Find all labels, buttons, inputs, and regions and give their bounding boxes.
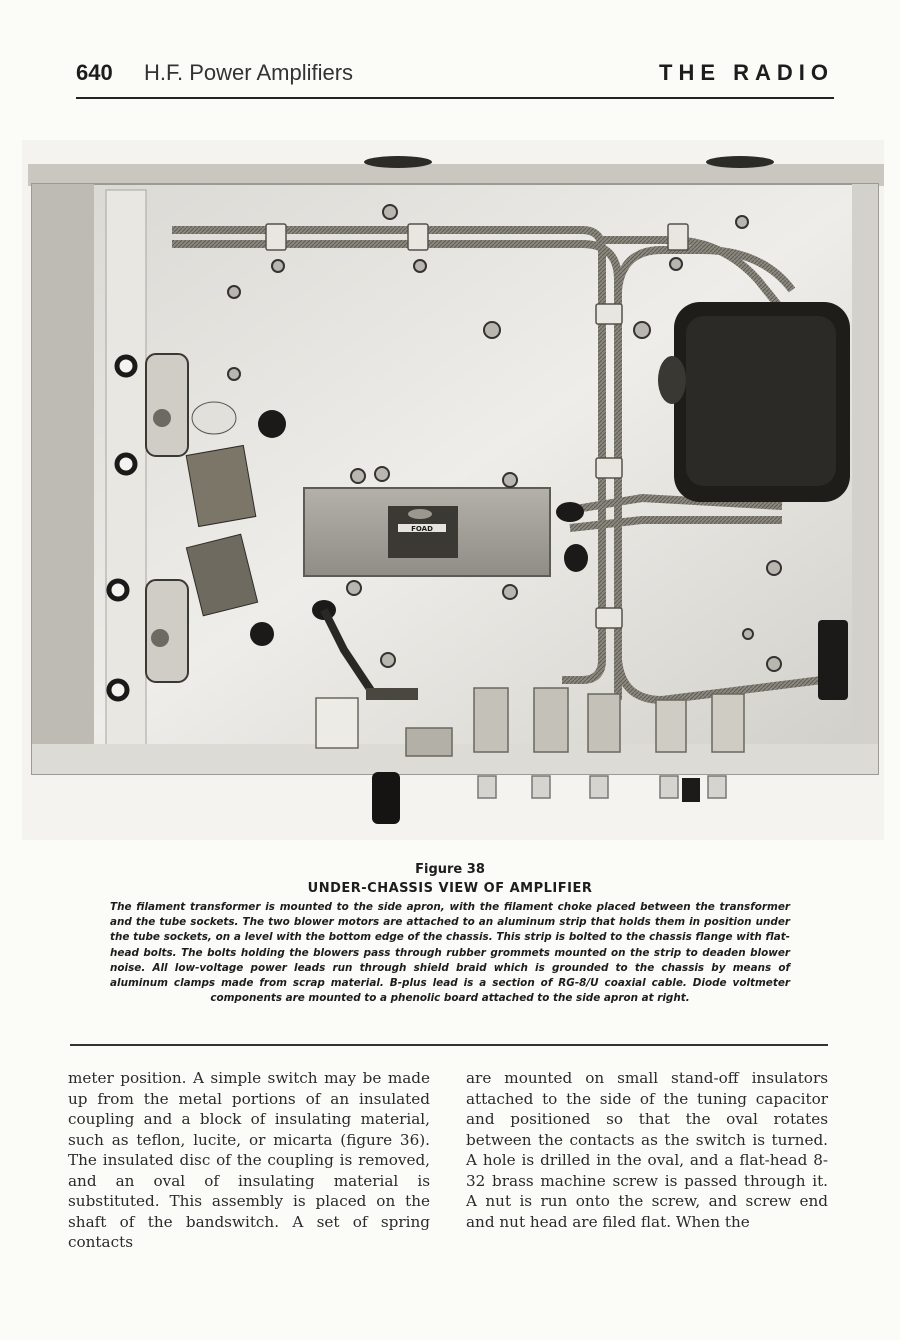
running-title: THE RADIO (659, 60, 834, 85)
coax-connector (372, 772, 400, 824)
page-number: 640 (76, 60, 113, 85)
black-connector (682, 778, 700, 802)
figure-number: Figure 38 (415, 862, 485, 877)
body-text-left-column: meter position. A simple switch may be made up from the metal portions of an insulated coupling and a block of insulating material, such as teflon, lucite, or micarta (figure 36). The insulated disc of the coupling is removed, and an oval of insulating material is substituted. This assembly is placed on the shaft of the bandswitch. A set of spring contacts (68, 1069, 430, 1251)
chassis-bottom-edge (32, 744, 878, 774)
figure-caption (110, 862, 790, 1006)
body-text-right-column: are mounted on small stand-off insulators attached to the side of the tuning capacitor and positioned so that the oval rotates between the contacts as the switch is turned. A hole is drilled in the oval, and a flat-head 8-32 brass machine screw is passed through it. A nut is run onto the screw, and screw end and nut head are filed flat. When the (466, 1069, 828, 1231)
figure-title: UNDER-CHASSIS VIEW OF AMPLIFIER (307, 881, 593, 896)
under-chassis-photo (22, 140, 884, 840)
figure-description: The filament transformer is mounted to the side apron, with the filament choke placed between the transformer and the tube sockets. The two blower motors are attached to an aluminum strip that holds them in position under the tube sockets, on a level with the bottom edge of the chassis. This strip is bolted to the chassis flange with flat-head bolts. The bolts holding the blowers pass through rubber grommets mounted on the strip to deaden blower noise. All low-voltage power leads run through shield braid which is grounded to the chassis by means of aluminum clamps made from scrap material. B-plus lead is a section of RG-8/U coaxial cable. Diode voltmeter components are mounted to a phenolic board attached to the side apron at right. (110, 901, 790, 1005)
caption-rule (70, 1044, 828, 1046)
blower-top-left (364, 156, 432, 168)
filament-choke (304, 488, 550, 576)
resistor (366, 688, 418, 700)
header-rule (76, 97, 834, 99)
left-apron (32, 184, 94, 774)
blower-top-right (706, 156, 774, 168)
filament-transformer (658, 302, 850, 502)
right-apron (852, 184, 878, 774)
section-title: H.F. Power Amplifiers (144, 60, 354, 85)
page-header (76, 58, 834, 94)
board-label: FOAD (411, 525, 433, 533)
